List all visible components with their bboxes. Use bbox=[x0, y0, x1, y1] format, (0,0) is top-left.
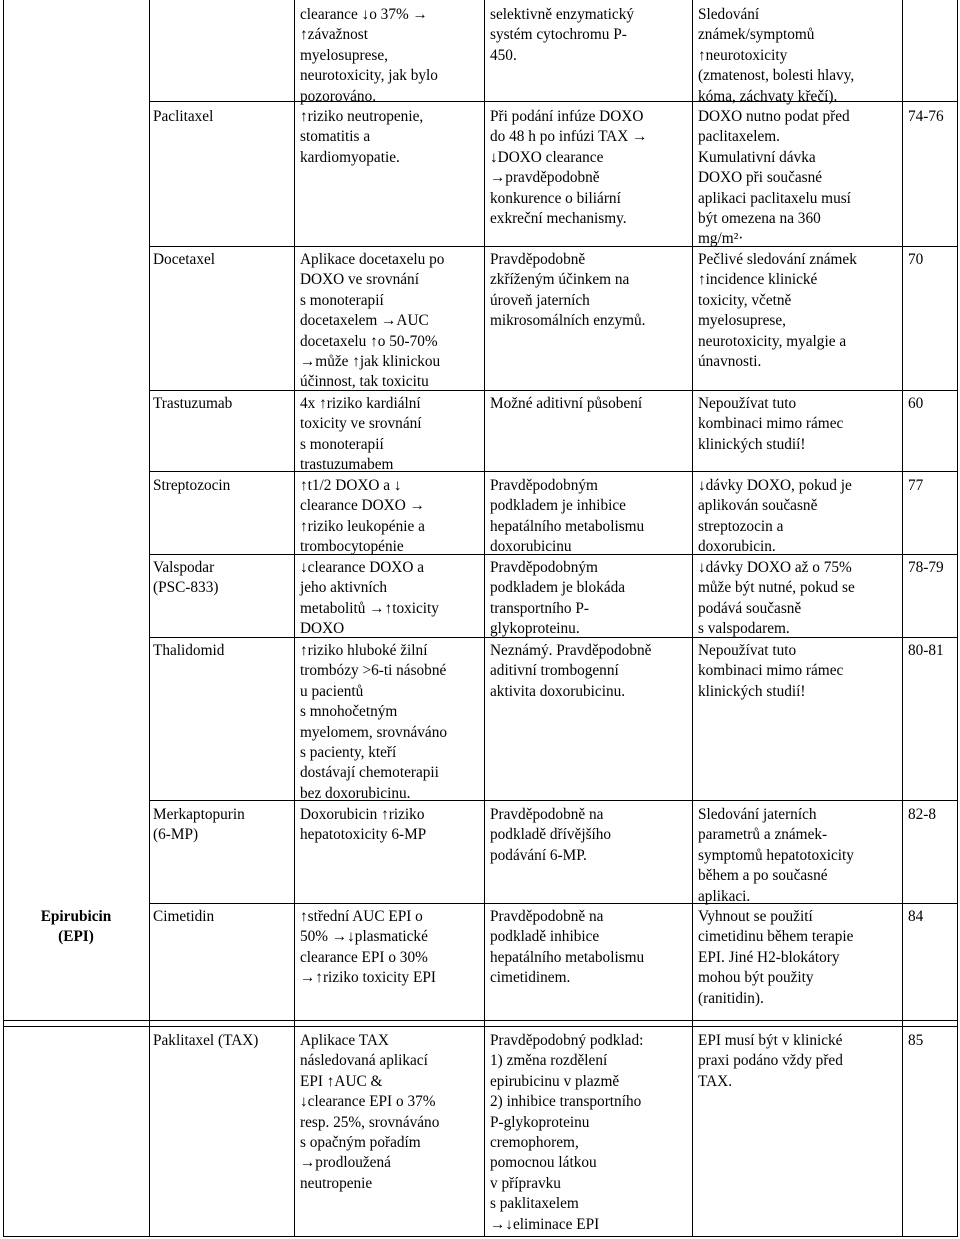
row-0-mechanism: selektivně enzymatický systém cytochromu P- 450. bbox=[490, 6, 634, 64]
row-4-recommendation: ↓dávky DOXO, pokud je aplikován současně streptozocin a doxorubicin. bbox=[698, 477, 852, 556]
drug-group-label: Epirubicin (EPI) bbox=[40, 908, 112, 946]
row-8-recommendation: Vyhnout se použití cimetidinu během terapie EPI. Jiné H2-blokátory mohou být použity (ranitidin). bbox=[698, 908, 854, 1007]
row-6-drug: Thalidomid bbox=[153, 642, 225, 659]
row-0-effect: clearance ↓o 37% → ↑závažnost myelosuprese, neurotoxicity, jak bylo pozorováno. bbox=[300, 6, 438, 105]
row-9-mechanism: Pravděpodobný podklad: 1) změna rozdělení epirubicinu v plazmě 2) inhibice transportního P-glykoproteinu cremophorem, pomocnou látkou v přípravku s paklitaxelem →↓eliminace EPI bbox=[490, 1032, 644, 1233]
row-3-reference: 60 bbox=[908, 395, 924, 412]
row-1-reference: 74-76 bbox=[908, 108, 944, 125]
row-2-recommendation: Pečlivé sledování známek ↑incidence klinické toxicity, včetně myelosuprese, neurotoxicity, myalgie a únavnosti. bbox=[698, 251, 857, 371]
row-5-recommendation: ↓dávky DOXO až o 75% může být nutné, pokud se podává současně s valspodarem. bbox=[698, 559, 855, 638]
row-2-mechanism: Pravděpodobně zkříženým účinkem na úroveň jaterních mikrosomálních enzymů. bbox=[490, 251, 646, 330]
row-6-effect: ↑riziko hluboké žilní trombózy >6-ti násobné u pacientů s mnohočetným myelomem, srovnáváno s pacienty, kteří dostávají chemoterapii bez doxorubicinu. bbox=[300, 642, 447, 802]
row-7-reference: 82-8 bbox=[908, 806, 937, 823]
row-5-mechanism: Pravděpodobným podkladem je blokáda transportního P- glykoproteinu. bbox=[490, 559, 626, 638]
row-7-effect: Doxorubicin ↑riziko hepatotoxicity 6-MP bbox=[300, 806, 427, 844]
row-1-mechanism: Při podání infúze DOXO do 48 h po infúzi TAX → ↓DOXO clearance →pravděpodobně konkurence o biliární exkreční mechanismy. bbox=[490, 108, 648, 228]
row-3-recommendation: Nepoužívat tuto kombinaci mimo rámec klinických studií! bbox=[698, 395, 844, 453]
drug-interaction-table bbox=[3, 0, 958, 1237]
row-4-drug: Streptozocin bbox=[153, 477, 231, 494]
row-6-reference: 80-81 bbox=[908, 642, 944, 659]
row-8-drug: Cimetidin bbox=[153, 908, 215, 925]
row-0-recommendation: Sledování známek/symptomů ↑neurotoxicity (zmatenost, bolesti hlavy, kóma, záchvaty křečí). bbox=[698, 6, 855, 105]
row-9-effect: Aplikace TAX následovaná aplikací EPI ↑AUC & ↓clearance EPI o 37% resp. 25%, srovnáváno s opačným pořadím →prodloužená neutropenie bbox=[300, 1032, 440, 1192]
row-8-reference: 84 bbox=[908, 908, 924, 925]
row-8-effect: ↑střední AUC EPI o 50% →↓plasmatické clearance EPI o 30% →↑riziko toxicity EPI bbox=[300, 908, 436, 987]
row-2-drug: Docetaxel bbox=[153, 251, 216, 268]
row-3-drug: Trastuzumab bbox=[153, 395, 233, 412]
row-7-recommendation: Sledování jaterních parametrů a známek- symptomů hepatotoxicity během a po současné aplikaci. bbox=[698, 806, 854, 905]
row-9-recommendation: EPI musí být v klinické praxi podáno vždy před TAX. bbox=[698, 1032, 843, 1090]
row-9-drug: Paklitaxel (TAX) bbox=[153, 1032, 259, 1049]
row-8-mechanism: Pravděpodobně na podkladě inhibice hepatálního metabolismu cimetidinem. bbox=[490, 908, 645, 987]
row-2-reference: 70 bbox=[908, 251, 924, 268]
row-1-drug: Paclitaxel bbox=[153, 108, 214, 125]
row-7-mechanism: Pravděpodobně na podkladě dřívějšího podávání 6-MP. bbox=[490, 806, 612, 864]
row-6-recommendation: Nepoužívat tuto kombinaci mimo rámec klinických studií! bbox=[698, 642, 844, 700]
row-7-drug: Merkaptopurin (6-MP) bbox=[153, 806, 245, 844]
row-1-recommendation: DOXO nutno podat před paclitaxelem. Kumulativní dávka DOXO při současné aplikaci paclitaxelu musí být omezena na 360 mg/m²· bbox=[698, 108, 851, 248]
row-4-mechanism: Pravděpodobným podkladem je inhibice hepatálního metabolismu doxorubicinu bbox=[490, 477, 645, 556]
row-6-mechanism: Neznámý. Pravděpodobně aditivní trombogenní aktivita doxorubicinu. bbox=[490, 642, 652, 700]
row-9-reference: 85 bbox=[908, 1032, 924, 1049]
row-5-effect: ↓clearance DOXO a jeho aktivních metabolitů →↑toxicity DOXO bbox=[300, 559, 439, 638]
row-5-reference: 78-79 bbox=[908, 559, 944, 576]
row-4-effect: ↑t1/2 DOXO a ↓ clearance DOXO → ↑riziko leukopénie a trombocytopénie bbox=[300, 477, 425, 556]
row-4-reference: 77 bbox=[908, 477, 924, 494]
row-3-effect: 4x ↑riziko kardiální toxicity ve srovnání s monoterapií trastuzumabem bbox=[300, 395, 422, 474]
row-2-effect: Aplikace docetaxelu po DOXO ve srovnání s monoterapií docetaxelem →AUC docetaxelu ↑o 50-70% →může ↑jak klinickou účinnost, tak toxicitu bbox=[300, 251, 445, 391]
row-3-mechanism: Možné aditivní působení bbox=[490, 395, 643, 412]
row-5-drug: Valspodar (PSC-833) bbox=[153, 559, 219, 597]
row-1-effect: ↑riziko neutropenie, stomatitis a kardiomyopatie. bbox=[300, 108, 424, 166]
